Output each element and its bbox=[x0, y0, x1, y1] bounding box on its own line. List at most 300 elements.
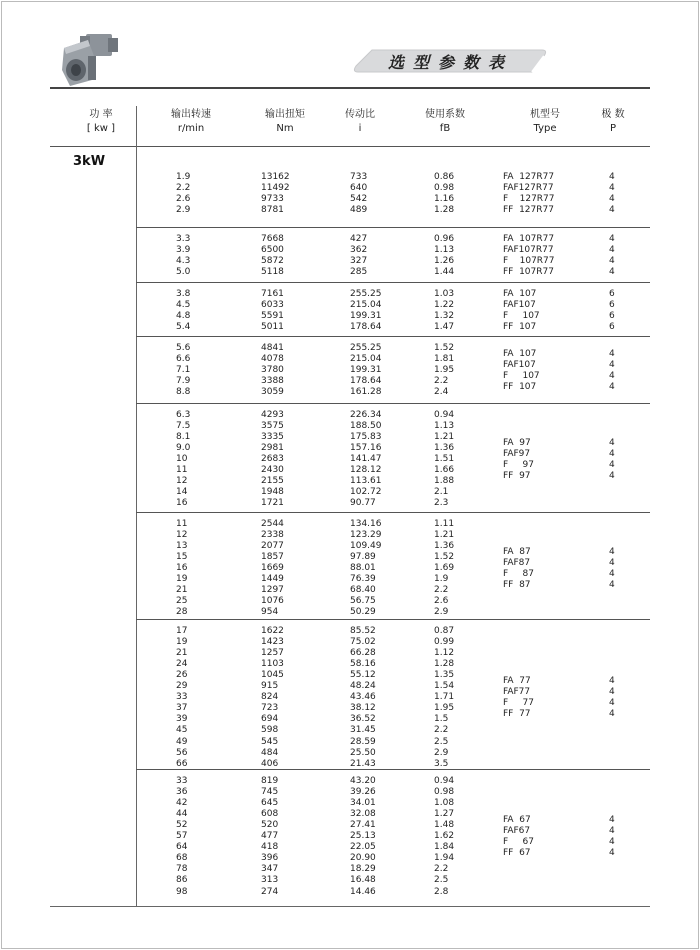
cell-poles: 4 bbox=[609, 448, 615, 459]
cell-torque: 477 bbox=[261, 831, 279, 842]
group-divider bbox=[136, 769, 650, 770]
cell-ratio: 55.12 bbox=[350, 670, 376, 681]
group-divider bbox=[136, 403, 650, 404]
cell-factor: 1.81 bbox=[434, 354, 455, 365]
cell-ratio: 542 bbox=[350, 194, 368, 205]
cell-poles: 4 bbox=[609, 205, 615, 216]
cell-speed: 4.3 bbox=[176, 256, 191, 267]
cell-poles: 4 bbox=[609, 267, 615, 278]
cell-speed: 3.8 bbox=[176, 289, 191, 299]
cell-torque: 545 bbox=[261, 736, 279, 747]
cell-factor: 1.88 bbox=[434, 476, 455, 487]
cell-torque: 2155 bbox=[261, 476, 284, 487]
gear-reducer-icon bbox=[58, 26, 122, 90]
cell-torque: 1721 bbox=[261, 498, 284, 509]
cell-speed: 14 bbox=[176, 487, 188, 498]
cell-poles: 4 bbox=[609, 459, 615, 470]
cell-model: FA 67 bbox=[503, 814, 531, 825]
cell-torque: 313 bbox=[261, 875, 279, 886]
cell-factor: 1.54 bbox=[434, 681, 455, 692]
cell-torque: 406 bbox=[261, 758, 279, 769]
cell-factor: 1.94 bbox=[434, 853, 455, 864]
cell-torque: 6033 bbox=[261, 300, 284, 311]
cell-model: F 77 bbox=[503, 697, 534, 708]
cell-speed: 6.3 bbox=[176, 410, 191, 420]
cell-torque: 954 bbox=[261, 607, 279, 618]
cell-ratio: 215.04 bbox=[350, 300, 382, 311]
cell-factor: 1.03 bbox=[434, 289, 455, 299]
cell-speed: 42 bbox=[176, 798, 188, 809]
cell-torque: 2683 bbox=[261, 454, 284, 465]
cell-poles: 4 bbox=[609, 381, 615, 392]
cell-speed: 68 bbox=[176, 853, 188, 864]
group-divider bbox=[136, 512, 650, 513]
cell-factor: 1.36 bbox=[434, 443, 455, 454]
cell-torque: 484 bbox=[261, 747, 279, 758]
header-torque: 输出扭矩 Nm bbox=[265, 109, 305, 134]
cell-torque: 1857 bbox=[261, 552, 284, 563]
cell-ratio: 85.52 bbox=[350, 626, 376, 636]
cell-ratio: 255.25 bbox=[350, 289, 382, 299]
cell-model: FAF107 bbox=[503, 359, 536, 370]
cell-torque: 915 bbox=[261, 681, 279, 692]
cell-poles: 4 bbox=[609, 686, 615, 697]
cell-torque: 4293 bbox=[261, 410, 284, 420]
cell-speed: 4.5 bbox=[176, 300, 191, 311]
cell-ratio: 21.43 bbox=[350, 758, 376, 769]
cell-poles: 4 bbox=[609, 348, 615, 359]
cell-torque: 4078 bbox=[261, 354, 284, 365]
cell-factor: 1.36 bbox=[434, 541, 455, 552]
cell-torque: 5872 bbox=[261, 256, 284, 267]
cell-factor: 2.5 bbox=[434, 736, 449, 747]
cell-torque: 1103 bbox=[261, 659, 284, 670]
cell-ratio: 157.16 bbox=[350, 443, 382, 454]
cell-ratio: 20.90 bbox=[350, 853, 376, 864]
header-speed: 输出转速 r/min bbox=[171, 109, 211, 134]
cell-ratio: 22.05 bbox=[350, 842, 376, 853]
cell-factor: 1.69 bbox=[434, 563, 455, 574]
cell-speed: 29 bbox=[176, 681, 188, 692]
cell-speed: 15 bbox=[176, 552, 188, 563]
cell-factor: 0.96 bbox=[434, 234, 455, 244]
cell-factor: 0.94 bbox=[434, 776, 455, 786]
cell-factor: 2.2 bbox=[434, 725, 449, 736]
power-column-divider bbox=[136, 106, 137, 906]
cell-speed: 45 bbox=[176, 725, 188, 736]
cell-model: FAF97 bbox=[503, 448, 531, 459]
cell-factor: 1.5 bbox=[434, 714, 449, 725]
header-rule bbox=[50, 87, 650, 89]
cell-torque: 2430 bbox=[261, 465, 284, 476]
power-value: 3kW bbox=[73, 154, 106, 169]
cell-speed: 39 bbox=[176, 714, 188, 725]
cell-ratio: 97.89 bbox=[350, 552, 376, 563]
cell-torque: 1449 bbox=[261, 574, 284, 585]
cell-factor: 1.22 bbox=[434, 300, 455, 311]
cell-factor: 2.3 bbox=[434, 498, 449, 509]
cell-speed: 16 bbox=[176, 563, 188, 574]
cell-poles: 4 bbox=[609, 568, 615, 579]
cell-ratio: 38.12 bbox=[350, 703, 376, 714]
cell-torque: 645 bbox=[261, 798, 279, 809]
cell-ratio: 16.48 bbox=[350, 875, 376, 886]
cell-speed: 11 bbox=[176, 465, 188, 476]
cell-factor: 2.1 bbox=[434, 487, 449, 498]
cell-torque: 1045 bbox=[261, 670, 284, 681]
cell-ratio: 134.16 bbox=[350, 519, 382, 529]
cell-ratio: 31.45 bbox=[350, 725, 376, 736]
cell-ratio: 199.31 bbox=[350, 365, 382, 376]
cell-poles: 4 bbox=[609, 183, 615, 194]
cell-ratio: 90.77 bbox=[350, 498, 376, 509]
cell-ratio: 43.20 bbox=[350, 776, 376, 786]
cell-factor: 1.62 bbox=[434, 831, 455, 842]
cell-speed: 6.6 bbox=[176, 354, 191, 365]
cell-factor: 2.6 bbox=[434, 596, 449, 607]
cell-factor: 1.21 bbox=[434, 432, 455, 443]
cell-factor: 1.12 bbox=[434, 648, 455, 659]
cell-speed: 17 bbox=[176, 626, 188, 636]
cell-torque: 1622 bbox=[261, 626, 284, 636]
cell-poles: 4 bbox=[609, 546, 615, 557]
cell-speed: 21 bbox=[176, 585, 188, 596]
cell-factor: 1.9 bbox=[434, 574, 449, 585]
cell-torque: 418 bbox=[261, 842, 279, 853]
cell-speed: 98 bbox=[176, 886, 188, 897]
cell-ratio: 39.26 bbox=[350, 787, 376, 798]
cell-poles: 4 bbox=[609, 814, 615, 825]
cell-torque: 1669 bbox=[261, 563, 284, 574]
cell-speed: 8.8 bbox=[176, 387, 191, 398]
cell-factor: 1.21 bbox=[434, 530, 455, 541]
cell-ratio: 175.83 bbox=[350, 432, 382, 443]
cell-model: F 67 bbox=[503, 836, 534, 847]
cell-torque: 520 bbox=[261, 820, 279, 831]
cell-poles: 6 bbox=[609, 289, 615, 299]
cell-model: F 97 bbox=[503, 459, 534, 470]
cell-torque: 9733 bbox=[261, 194, 284, 205]
cell-factor: 2.2 bbox=[434, 864, 449, 875]
cell-factor: 1.84 bbox=[434, 842, 455, 853]
cell-speed: 28 bbox=[176, 607, 188, 618]
cell-poles: 4 bbox=[609, 256, 615, 267]
cell-factor: 0.86 bbox=[434, 172, 455, 182]
cell-model: FF 77 bbox=[503, 708, 531, 719]
cell-ratio: 102.72 bbox=[350, 487, 382, 498]
cell-ratio: 76.39 bbox=[350, 574, 376, 585]
cell-ratio: 75.02 bbox=[350, 637, 376, 648]
cell-factor: 1.51 bbox=[434, 454, 455, 465]
header-model: 机型号 Type bbox=[530, 109, 560, 134]
cell-factor: 1.32 bbox=[434, 311, 455, 322]
group-divider bbox=[136, 282, 650, 283]
cell-torque: 7668 bbox=[261, 234, 284, 244]
cell-ratio: 123.29 bbox=[350, 530, 382, 541]
cell-factor: 1.08 bbox=[434, 798, 455, 809]
cell-speed: 7.9 bbox=[176, 376, 191, 387]
table-header bbox=[50, 108, 650, 146]
cell-ratio: 733 bbox=[350, 172, 368, 182]
cell-ratio: 43.46 bbox=[350, 692, 376, 703]
cell-torque: 6500 bbox=[261, 245, 284, 256]
cell-model: FA 107R77 bbox=[503, 234, 555, 244]
cell-speed: 56 bbox=[176, 747, 188, 758]
cell-model: FF 127R77 bbox=[503, 205, 554, 216]
cell-speed: 36 bbox=[176, 787, 188, 798]
cell-speed: 1.9 bbox=[176, 172, 191, 182]
cell-ratio: 25.13 bbox=[350, 831, 376, 842]
cell-torque: 5011 bbox=[261, 322, 284, 333]
cell-torque: 1076 bbox=[261, 596, 284, 607]
cell-model: F 127R77 bbox=[503, 194, 555, 205]
cell-model: F 107 bbox=[503, 370, 540, 381]
cell-factor: 1.28 bbox=[434, 659, 455, 670]
cell-poles: 4 bbox=[609, 825, 615, 836]
cell-torque: 3335 bbox=[261, 432, 284, 443]
cell-ratio: 28.59 bbox=[350, 736, 376, 747]
cell-torque: 2981 bbox=[261, 443, 284, 454]
cell-torque: 13162 bbox=[261, 172, 290, 182]
cell-model: FF 97 bbox=[503, 470, 531, 481]
cell-ratio: 215.04 bbox=[350, 354, 382, 365]
header-power: 功 率 [ kw ] bbox=[86, 109, 116, 134]
cell-factor: 1.52 bbox=[434, 343, 455, 353]
cell-torque: 694 bbox=[261, 714, 279, 725]
header-divider bbox=[50, 146, 650, 147]
cell-torque: 347 bbox=[261, 864, 279, 875]
cell-speed: 3.3 bbox=[176, 234, 191, 244]
cell-speed: 25 bbox=[176, 596, 188, 607]
cell-speed: 24 bbox=[176, 659, 188, 670]
cell-model: FA 127R77 bbox=[503, 172, 555, 182]
table-bottom-rule bbox=[50, 906, 650, 907]
cell-speed: 2.9 bbox=[176, 205, 191, 216]
page-title: 选型参数表 bbox=[388, 53, 514, 72]
cell-ratio: 48.24 bbox=[350, 681, 376, 692]
cell-torque: 1297 bbox=[261, 585, 284, 596]
cell-poles: 4 bbox=[609, 675, 615, 686]
cell-torque: 3575 bbox=[261, 421, 284, 432]
cell-torque: 2338 bbox=[261, 530, 284, 541]
cell-factor: 1.66 bbox=[434, 465, 455, 476]
cell-torque: 11492 bbox=[261, 183, 290, 194]
cell-factor: 1.48 bbox=[434, 820, 455, 831]
group-divider bbox=[136, 336, 650, 337]
cell-factor: 0.98 bbox=[434, 787, 455, 798]
cell-poles: 4 bbox=[609, 697, 615, 708]
cell-poles: 4 bbox=[609, 847, 615, 858]
cell-poles: 4 bbox=[609, 234, 615, 244]
cell-speed: 19 bbox=[176, 574, 188, 585]
cell-model: FA 77 bbox=[503, 675, 531, 686]
cell-ratio: 68.40 bbox=[350, 585, 376, 596]
cell-factor: 1.35 bbox=[434, 670, 455, 681]
cell-ratio: 489 bbox=[350, 205, 368, 216]
cell-factor: 1.27 bbox=[434, 809, 455, 820]
cell-torque: 723 bbox=[261, 703, 279, 714]
cell-factor: 2.5 bbox=[434, 875, 449, 886]
cell-ratio: 128.12 bbox=[350, 465, 382, 476]
cell-model: FAF77 bbox=[503, 686, 531, 697]
cell-torque: 5591 bbox=[261, 311, 284, 322]
cell-model: FF 107 bbox=[503, 381, 537, 392]
cell-factor: 1.13 bbox=[434, 421, 455, 432]
cell-ratio: 14.46 bbox=[350, 886, 376, 897]
cell-torque: 1948 bbox=[261, 487, 284, 498]
cell-speed: 33 bbox=[176, 776, 188, 786]
cell-torque: 608 bbox=[261, 809, 279, 820]
cell-model: FAF87 bbox=[503, 557, 531, 568]
cell-factor: 1.95 bbox=[434, 365, 455, 376]
cell-torque: 598 bbox=[261, 725, 279, 736]
cell-ratio: 36.52 bbox=[350, 714, 376, 725]
cell-ratio: 50.29 bbox=[350, 607, 376, 618]
cell-poles: 4 bbox=[609, 557, 615, 568]
cell-torque: 5118 bbox=[261, 267, 284, 278]
cell-ratio: 178.64 bbox=[350, 376, 382, 387]
cell-model: F 87 bbox=[503, 568, 534, 579]
cell-factor: 1.16 bbox=[434, 194, 455, 205]
cell-poles: 4 bbox=[609, 172, 615, 182]
header-poles: 极 数 P bbox=[601, 109, 625, 134]
cell-factor: 0.98 bbox=[434, 183, 455, 194]
cell-torque: 3388 bbox=[261, 376, 284, 387]
cell-speed: 13 bbox=[176, 541, 188, 552]
cell-speed: 5.6 bbox=[176, 343, 191, 353]
cell-ratio: 25.50 bbox=[350, 747, 376, 758]
cell-factor: 1.13 bbox=[434, 245, 455, 256]
cell-ratio: 178.64 bbox=[350, 322, 382, 333]
cell-torque: 4841 bbox=[261, 343, 284, 353]
cell-model: FA 107 bbox=[503, 289, 537, 299]
cell-torque: 745 bbox=[261, 787, 279, 798]
cell-speed: 2.6 bbox=[176, 194, 191, 205]
cell-model: FF 107R77 bbox=[503, 267, 554, 278]
cell-speed: 33 bbox=[176, 692, 188, 703]
cell-model: FF 67 bbox=[503, 847, 531, 858]
cell-ratio: 640 bbox=[350, 183, 368, 194]
cell-ratio: 88.01 bbox=[350, 563, 376, 574]
cell-torque: 824 bbox=[261, 692, 279, 703]
cell-model: FA 87 bbox=[503, 546, 531, 557]
header-ratio: 传动比 i bbox=[345, 109, 375, 134]
cell-poles: 4 bbox=[609, 579, 615, 590]
cell-ratio: 285 bbox=[350, 267, 368, 278]
cell-speed: 78 bbox=[176, 864, 188, 875]
cell-poles: 4 bbox=[609, 708, 615, 719]
cell-factor: 0.94 bbox=[434, 410, 455, 420]
cell-torque: 2544 bbox=[261, 519, 284, 529]
cell-speed: 66 bbox=[176, 758, 188, 769]
cell-speed: 10 bbox=[176, 454, 188, 465]
cell-torque: 2077 bbox=[261, 541, 284, 552]
cell-factor: 0.87 bbox=[434, 626, 455, 636]
cell-factor: 2.4 bbox=[434, 387, 449, 398]
cell-ratio: 32.08 bbox=[350, 809, 376, 820]
cell-ratio: 18.29 bbox=[350, 864, 376, 875]
cell-factor: 1.11 bbox=[434, 519, 455, 529]
cell-ratio: 34.01 bbox=[350, 798, 376, 809]
cell-poles: 4 bbox=[609, 437, 615, 448]
cell-ratio: 255.25 bbox=[350, 343, 382, 353]
cell-model: FF 107 bbox=[503, 322, 537, 333]
cell-speed: 86 bbox=[176, 875, 188, 886]
cell-model: FAF107 bbox=[503, 300, 536, 311]
cell-speed: 64 bbox=[176, 842, 188, 853]
cell-factor: 1.47 bbox=[434, 322, 455, 333]
cell-torque: 7161 bbox=[261, 289, 284, 299]
cell-torque: 3059 bbox=[261, 387, 284, 398]
cell-speed: 16 bbox=[176, 498, 188, 509]
cell-speed: 12 bbox=[176, 476, 188, 487]
cell-factor: 0.99 bbox=[434, 637, 455, 648]
cell-model: FF 87 bbox=[503, 579, 531, 590]
cell-torque: 274 bbox=[261, 886, 279, 897]
cell-speed: 2.2 bbox=[176, 183, 191, 194]
cell-speed: 26 bbox=[176, 670, 188, 681]
cell-poles: 4 bbox=[609, 836, 615, 847]
cell-torque: 396 bbox=[261, 853, 279, 864]
cell-speed: 37 bbox=[176, 703, 188, 714]
cell-ratio: 327 bbox=[350, 256, 368, 267]
cell-poles: 6 bbox=[609, 300, 615, 311]
cell-factor: 3.5 bbox=[434, 758, 449, 769]
group-divider bbox=[136, 227, 650, 228]
cell-ratio: 226.34 bbox=[350, 410, 382, 420]
cell-torque: 819 bbox=[261, 776, 279, 786]
cell-speed: 5.4 bbox=[176, 322, 191, 333]
cell-poles: 4 bbox=[609, 245, 615, 256]
cell-speed: 7.1 bbox=[176, 365, 191, 376]
cell-model: F 107R77 bbox=[503, 256, 555, 267]
cell-ratio: 27.41 bbox=[350, 820, 376, 831]
cell-torque: 8781 bbox=[261, 205, 284, 216]
cell-poles: 4 bbox=[609, 194, 615, 205]
cell-poles: 4 bbox=[609, 359, 615, 370]
cell-model: FAF127R77 bbox=[503, 183, 554, 194]
cell-factor: 2.2 bbox=[434, 376, 449, 387]
header-factor: 使用系数 fB bbox=[425, 109, 465, 134]
cell-ratio: 188.50 bbox=[350, 421, 382, 432]
cell-model: F 107 bbox=[503, 311, 540, 322]
cell-model: FAF107R77 bbox=[503, 245, 554, 256]
cell-factor: 2.9 bbox=[434, 747, 449, 758]
cell-factor: 1.28 bbox=[434, 205, 455, 216]
cell-ratio: 58.16 bbox=[350, 659, 376, 670]
cell-model: FA 97 bbox=[503, 437, 531, 448]
cell-speed: 7.5 bbox=[176, 421, 191, 432]
cell-speed: 3.9 bbox=[176, 245, 191, 256]
cell-torque: 1257 bbox=[261, 648, 284, 659]
cell-model: FA 107 bbox=[503, 348, 537, 359]
cell-ratio: 427 bbox=[350, 234, 368, 244]
cell-ratio: 199.31 bbox=[350, 311, 382, 322]
cell-ratio: 109.49 bbox=[350, 541, 382, 552]
cell-speed: 44 bbox=[176, 809, 188, 820]
cell-speed: 49 bbox=[176, 736, 188, 747]
cell-ratio: 56.75 bbox=[350, 596, 376, 607]
cell-torque: 3780 bbox=[261, 365, 284, 376]
page-header bbox=[0, 0, 700, 90]
cell-torque: 1423 bbox=[261, 637, 284, 648]
cell-speed: 57 bbox=[176, 831, 188, 842]
group-divider bbox=[136, 619, 650, 620]
cell-speed: 19 bbox=[176, 637, 188, 648]
cell-factor: 1.95 bbox=[434, 703, 455, 714]
cell-poles: 4 bbox=[609, 470, 615, 481]
cell-poles: 4 bbox=[609, 370, 615, 381]
